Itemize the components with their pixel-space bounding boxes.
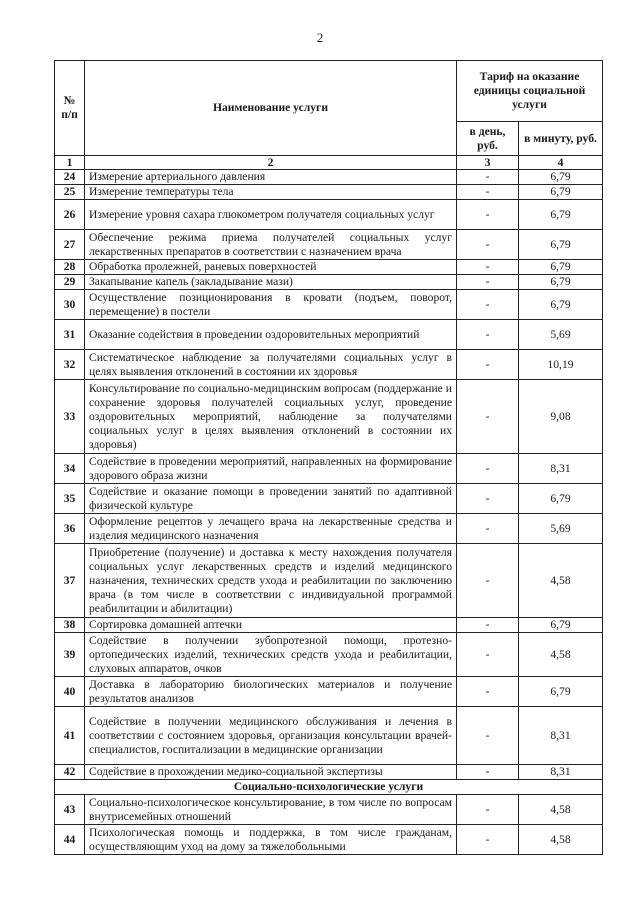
service-name: Консультирование по социально-медицинским вопросам (поддержание и сохранение здоровья получателей социальных услуг, проведение оздоровительных мероприятий, наблюдение за получателями социальных услуг в целях выявления отклонений в состоянии их здоровья)	[85, 380, 457, 454]
service-name: Обработка пролежней, раневых поверхностей	[85, 260, 457, 275]
table-row	[55, 825, 603, 855]
row-number: 43	[55, 795, 85, 825]
tariff-per-minute: 6,79	[519, 677, 603, 707]
row-number: 34	[55, 454, 85, 484]
service-name: Измерение артериального давления	[85, 170, 457, 185]
tariff-per-day: -	[457, 275, 519, 290]
service-name: Оказание содействия в проведении оздоровительных мероприятий	[85, 320, 457, 350]
tariff-per-day: -	[457, 484, 519, 514]
table-row	[55, 633, 603, 677]
tariff-per-minute: 4,58	[519, 825, 603, 855]
tariff-per-day: -	[457, 618, 519, 633]
service-name: Содействие в получении зубопротезной помощи, протезно-ортопедических изделий, технических средств ухода и реабилитации, слуховых аппаратов, очков	[85, 633, 457, 677]
row-number: 40	[55, 677, 85, 707]
table-row	[55, 677, 603, 707]
column-number: 4	[519, 156, 603, 170]
tariff-per-minute: 9,08	[519, 380, 603, 454]
row-number: 41	[55, 707, 85, 765]
row-number: 30	[55, 290, 85, 320]
service-name: Доставка в лабораторию биологических материалов и получение результатов анализов	[85, 677, 457, 707]
header-per-minute: в минуту, руб.	[519, 122, 603, 156]
service-name: Сортировка домашней аптечки	[85, 618, 457, 633]
row-number: 26	[55, 200, 85, 230]
table-row	[55, 618, 603, 633]
header-service-name: Наименование услуги	[85, 61, 457, 156]
tariff-per-minute: 10,19	[519, 350, 603, 380]
tariff-per-minute: 5,69	[519, 320, 603, 350]
tariff-per-day: -	[457, 707, 519, 765]
service-name: Социально-психологическое консультирование, в том числе по вопросам внутрисемейных отношений	[85, 795, 457, 825]
column-number: 1	[55, 156, 85, 170]
row-number: 36	[55, 514, 85, 544]
row-number: 29	[55, 275, 85, 290]
service-name: Осуществление позиционирования в кровати (подъем, поворот, перемещение) в постели	[85, 290, 457, 320]
table-row	[55, 765, 603, 780]
table-row	[55, 170, 603, 185]
service-name: Психологическая помощь и поддержка, в том числе гражданам, осуществляющим уход на дому за тяжелобольными	[85, 825, 457, 855]
tariff-per-minute: 4,58	[519, 544, 603, 618]
tariff-per-day: -	[457, 185, 519, 200]
row-number: 32	[55, 350, 85, 380]
tariff-per-day: -	[457, 260, 519, 275]
tariff-per-minute: 6,79	[519, 260, 603, 275]
tariff-per-day: -	[457, 633, 519, 677]
row-number: 25	[55, 185, 85, 200]
table-row	[55, 544, 603, 618]
row-number: 35	[55, 484, 85, 514]
tariff-per-day: -	[457, 544, 519, 618]
tariff-per-day: -	[457, 170, 519, 185]
tariff-per-day: -	[457, 200, 519, 230]
column-number: 2	[85, 156, 457, 170]
table-row	[55, 707, 603, 765]
service-name: Измерение уровня сахара глюкометром получателя социальных услуг	[85, 200, 457, 230]
section-row	[55, 780, 603, 795]
table-row	[55, 260, 603, 275]
table-row	[55, 454, 603, 484]
tariff-per-day: -	[457, 825, 519, 855]
tariff-per-day: -	[457, 514, 519, 544]
tariff-per-day: -	[457, 795, 519, 825]
table-row	[55, 275, 603, 290]
header-number: № п/п	[55, 61, 85, 156]
section-title: Социально-психологические услуги	[55, 780, 603, 795]
service-name: Закапывание капель (закладывание мази)	[85, 275, 457, 290]
tariff-per-minute: 6,79	[519, 230, 603, 260]
service-name: Содействие в получении медицинского обслуживания и лечения в соответствии с состоянием здоровья, организация консультации врачей-специалистов, госпитализации в медицинские организации	[85, 707, 457, 765]
table-row	[55, 380, 603, 454]
service-name: Приобретение (получение) и доставка к месту нахождения получателя социальных услуг лекарственных средств и изделий медицинского назначения, технических средств ухода и реабилитации по заключению врача (в том числе в соответствии с индивидуальной программой реабилитации и абилитации)	[85, 544, 457, 618]
tariff-per-day: -	[457, 454, 519, 484]
tariff-table	[54, 60, 603, 855]
row-number: 33	[55, 380, 85, 454]
table-row	[55, 484, 603, 514]
table-row	[55, 795, 603, 825]
table-row	[55, 514, 603, 544]
service-name: Содействие и оказание помощи в проведении занятий по адаптивной физической культуре	[85, 484, 457, 514]
table-row	[55, 320, 603, 350]
tariff-per-minute: 6,79	[519, 484, 603, 514]
tariff-per-day: -	[457, 230, 519, 260]
tariff-per-minute: 8,31	[519, 765, 603, 780]
table-row	[55, 200, 603, 230]
table-row	[55, 290, 603, 320]
tariff-per-minute: 6,79	[519, 618, 603, 633]
header-tariff: Тариф на оказание единицы социальной услуги	[457, 61, 603, 122]
tariff-per-minute: 6,79	[519, 170, 603, 185]
tariff-per-day: -	[457, 290, 519, 320]
row-number: 28	[55, 260, 85, 275]
row-number: 37	[55, 544, 85, 618]
tariff-per-day: -	[457, 677, 519, 707]
row-number: 38	[55, 618, 85, 633]
service-name: Содействие в прохождении медико-социальной экспертизы	[85, 765, 457, 780]
tariff-per-minute: 8,31	[519, 707, 603, 765]
tariff-per-minute: 6,79	[519, 290, 603, 320]
row-number: 44	[55, 825, 85, 855]
tariff-per-minute: 8,31	[519, 454, 603, 484]
row-number: 24	[55, 170, 85, 185]
tariff-per-day: -	[457, 765, 519, 780]
table-row	[55, 185, 603, 200]
row-number: 27	[55, 230, 85, 260]
tariff-per-minute: 6,79	[519, 200, 603, 230]
tariff-per-minute: 6,79	[519, 275, 603, 290]
tariff-per-minute: 4,58	[519, 633, 603, 677]
service-name: Систематическое наблюдение за получателями социальных услуг в целях выявления отклонений в состоянии их здоровья	[85, 350, 457, 380]
page-number: 2	[316, 30, 324, 45]
service-name: Содействие в проведении мероприятий, направленных на формирование здорового образа жизни	[85, 454, 457, 484]
header-per-day: в день, руб.	[457, 122, 519, 156]
table-row	[55, 230, 603, 260]
column-number-row	[55, 156, 603, 170]
row-number: 42	[55, 765, 85, 780]
table-row	[55, 350, 603, 380]
tariff-per-day: -	[457, 350, 519, 380]
service-name: Оформление рецептов у лечащего врача на лекарственные средства и изделия медицинского назначения	[85, 514, 457, 544]
tariff-per-day: -	[457, 380, 519, 454]
service-name: Обеспечение режима приема получателей социальных услуг лекарственных препаратов в соответствии с назначением врача	[85, 230, 457, 260]
row-number: 39	[55, 633, 85, 677]
column-number: 3	[457, 156, 519, 170]
row-number: 31	[55, 320, 85, 350]
tariff-per-minute: 6,79	[519, 185, 603, 200]
service-name: Измерение температуры тела	[85, 185, 457, 200]
tariff-per-minute: 5,69	[519, 514, 603, 544]
tariff-per-minute: 4,58	[519, 795, 603, 825]
tariff-per-day: -	[457, 320, 519, 350]
